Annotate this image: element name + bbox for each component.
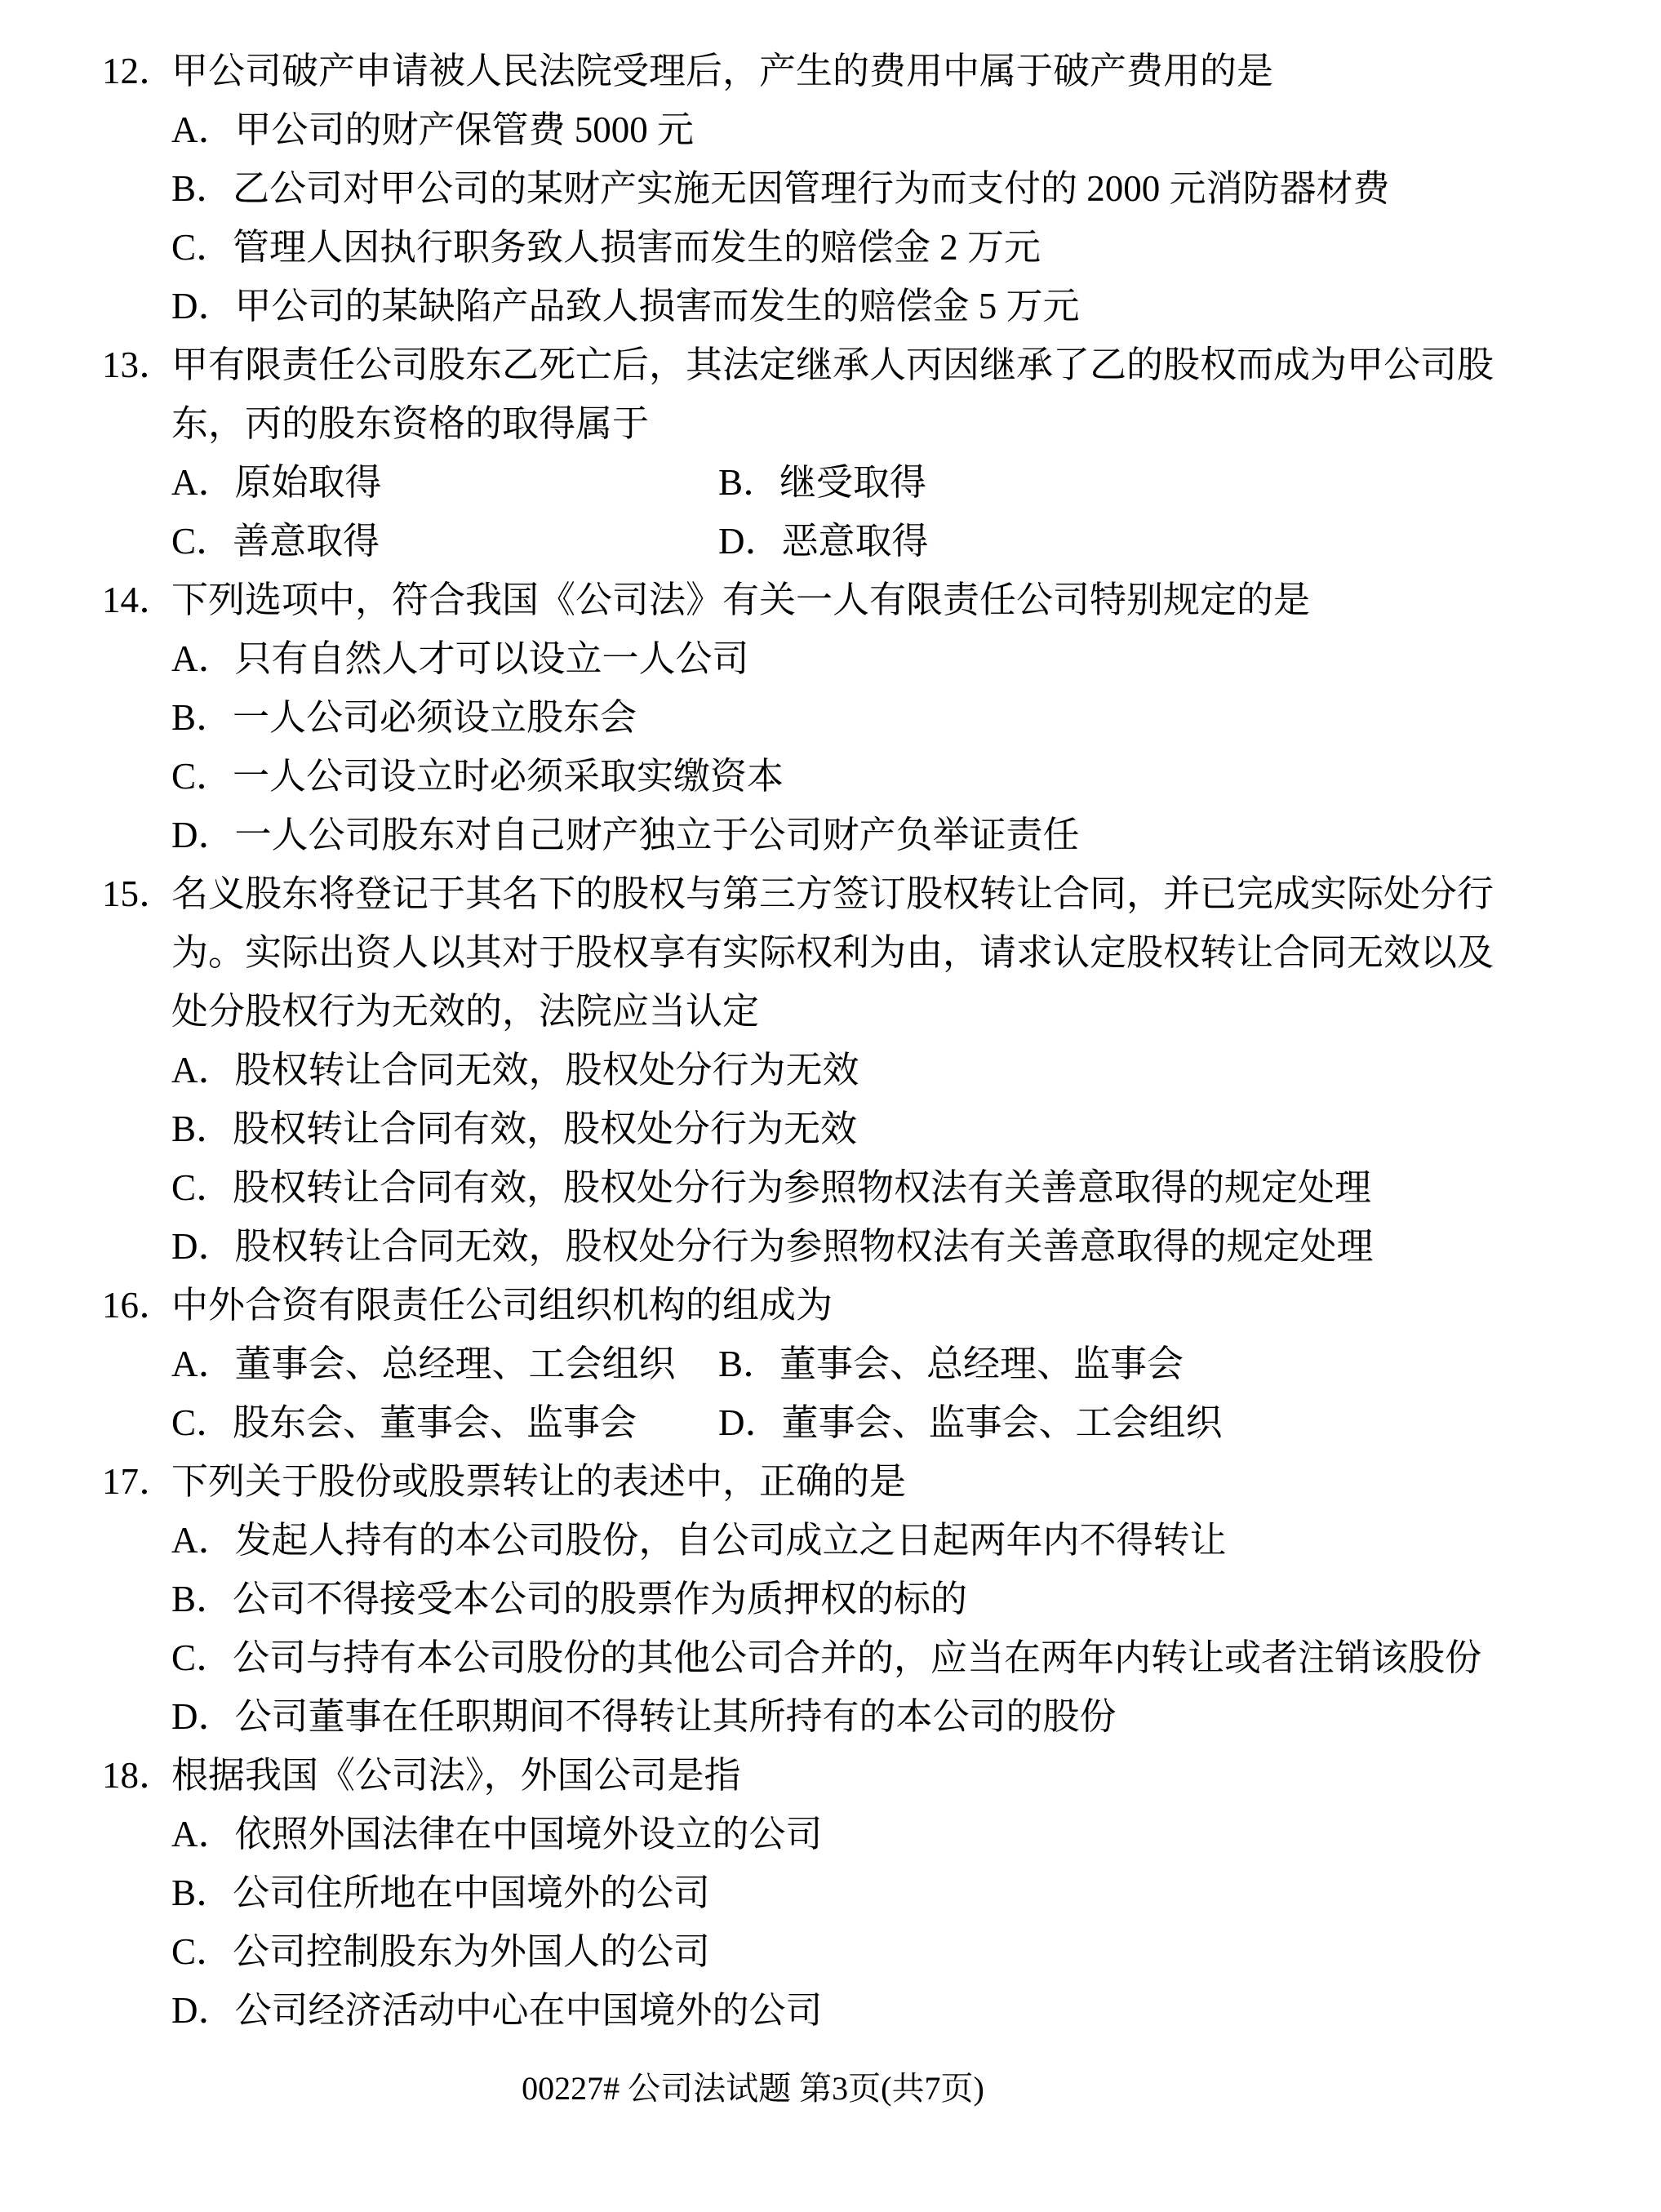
option-cell bbox=[718, 1402, 1223, 1443]
question-number: 13． bbox=[102, 344, 176, 385]
option-label: B． bbox=[171, 1579, 233, 1619]
question-17-option-b bbox=[0, 1570, 1661, 1628]
option-text: 公司董事在任职期间不得转让其所持有的本公司的股份 bbox=[234, 1696, 1117, 1737]
question-stem-text: 东，丙的股东资格的取得属于 bbox=[171, 403, 650, 444]
option-label: A． bbox=[171, 638, 235, 679]
question-stem-text: 下列选项中，符合我国《公司法》有关一人有限责任公司特别规定的是 bbox=[171, 580, 1311, 620]
option-label: C． bbox=[171, 1402, 233, 1443]
option-label: C． bbox=[171, 1637, 233, 1678]
question-12-option-c bbox=[0, 218, 1661, 277]
option-label: B． bbox=[718, 462, 780, 503]
question-16-options-row-2 bbox=[0, 1393, 1661, 1452]
option-label: D． bbox=[171, 1990, 235, 2031]
question-12-option-b bbox=[0, 159, 1661, 218]
question-12-option-a bbox=[0, 100, 1661, 159]
option-label: B． bbox=[171, 1108, 233, 1149]
option-cell bbox=[718, 521, 929, 562]
option-label: D． bbox=[718, 1402, 782, 1443]
question-15-option-c bbox=[0, 1158, 1661, 1217]
question-12-stem bbox=[0, 42, 1661, 100]
question-stem-text: 中外合资有限责任公司组织机构的组成为 bbox=[171, 1285, 833, 1326]
option-label: B． bbox=[171, 697, 233, 738]
option-text: 股东会、董事会、监事会 bbox=[233, 1402, 637, 1443]
option-text: 继受取得 bbox=[779, 462, 927, 503]
question-14-option-d bbox=[0, 806, 1661, 864]
question-16-stem bbox=[0, 1276, 1661, 1335]
question-13-options-row-2 bbox=[0, 512, 1661, 571]
question-14-option-a bbox=[0, 629, 1661, 688]
question-18-option-a bbox=[0, 1805, 1661, 1863]
option-label: C． bbox=[171, 1931, 233, 1972]
option-text: 管理人因执行职务致人损害而发生的赔偿金 2 万元 bbox=[233, 227, 1041, 268]
option-label: B． bbox=[171, 1872, 233, 1913]
question-15-stem bbox=[0, 864, 1661, 923]
option-text: 公司与持有本公司股份的其他公司合并的，应当在两年内转让或者注销该股份 bbox=[233, 1637, 1482, 1678]
question-number: 15． bbox=[102, 873, 176, 914]
option-text: 善意取得 bbox=[233, 521, 380, 562]
question-stem-text: 为。实际出资人以其对于股权享有实际权利为由，请求认定股权转让合同无效以及 bbox=[171, 932, 1494, 973]
question-stem-text: 名义股东将登记于其名下的股权与第三方签订股权转让合同，并已完成实际处分行 bbox=[171, 873, 1494, 914]
option-cell bbox=[171, 1335, 718, 1393]
question-18-stem bbox=[0, 1746, 1661, 1805]
question-15-stem-line-3 bbox=[0, 982, 1661, 1041]
option-text: 公司控制股东为外国人的公司 bbox=[233, 1931, 711, 1972]
option-text: 发起人持有的本公司股份，自公司成立之日起两年内不得转让 bbox=[234, 1520, 1227, 1561]
option-label: C． bbox=[171, 756, 233, 797]
question-13-stem-line-2 bbox=[0, 394, 1661, 453]
option-text: 依照外国法律在中国境外设立的公司 bbox=[234, 1814, 823, 1854]
option-text: 董事会、总经理、工会组织 bbox=[234, 1344, 676, 1384]
question-number: 17． bbox=[102, 1461, 176, 1502]
option-text: 一人公司设立时必须采取实缴资本 bbox=[233, 756, 784, 797]
option-text: 股权转让合同有效，股权处分行为参照物权法有关善意取得的规定处理 bbox=[233, 1167, 1372, 1208]
question-number: 18． bbox=[102, 1755, 176, 1796]
question-14-option-b bbox=[0, 688, 1661, 747]
option-label: A． bbox=[171, 1344, 235, 1384]
question-16-options-row-1 bbox=[0, 1335, 1661, 1393]
question-stem-text: 处分股权行为无效的，法院应当认定 bbox=[171, 991, 760, 1032]
question-15-option-d bbox=[0, 1217, 1661, 1276]
option-label: B． bbox=[171, 168, 233, 209]
option-label: D． bbox=[171, 286, 235, 326]
question-12-option-d bbox=[0, 277, 1661, 335]
option-text: 一人公司必须设立股东会 bbox=[233, 697, 637, 738]
option-label: D． bbox=[171, 1696, 235, 1737]
question-17-option-c bbox=[0, 1628, 1661, 1687]
question-13-options-row-1 bbox=[0, 453, 1661, 512]
option-text: 原始取得 bbox=[234, 462, 382, 503]
question-18-option-c bbox=[0, 1922, 1661, 1981]
question-15-stem-line-2 bbox=[0, 923, 1661, 982]
question-number: 16． bbox=[102, 1285, 176, 1326]
option-label: A． bbox=[171, 1814, 235, 1854]
option-label: A． bbox=[171, 1050, 235, 1090]
option-label: D． bbox=[171, 815, 235, 855]
option-text: 只有自然人才可以设立一人公司 bbox=[234, 638, 749, 679]
question-17-option-d bbox=[0, 1687, 1661, 1746]
option-cell bbox=[171, 512, 718, 571]
option-text: 股权转让合同无效，股权处分行为无效 bbox=[234, 1050, 859, 1090]
question-14-option-c bbox=[0, 747, 1661, 806]
option-label: D． bbox=[718, 521, 782, 562]
question-stem-text: 根据我国《公司法》，外国公司是指 bbox=[171, 1755, 741, 1796]
option-cell bbox=[718, 1344, 1184, 1384]
option-text: 公司住所地在中国境外的公司 bbox=[233, 1872, 711, 1913]
option-text: 公司经济活动中心在中国境外的公司 bbox=[234, 1990, 823, 2031]
option-label: A． bbox=[171, 462, 235, 503]
page-footer: 00227# 公司法试题 第3页(共7页) bbox=[522, 2070, 984, 2107]
question-number: 14． bbox=[102, 580, 176, 620]
option-label: C． bbox=[171, 227, 233, 268]
option-label: B． bbox=[718, 1344, 780, 1384]
question-15-option-a bbox=[0, 1041, 1661, 1099]
option-label: C． bbox=[171, 521, 233, 562]
option-label: A． bbox=[171, 109, 235, 150]
option-text: 一人公司股东对自己财产独立于公司财产负举证责任 bbox=[234, 815, 1080, 855]
option-label: A． bbox=[171, 1520, 235, 1561]
option-text: 甲公司的财产保管费 5000 元 bbox=[234, 109, 695, 150]
question-13-stem bbox=[0, 335, 1661, 394]
question-14-stem bbox=[0, 571, 1661, 629]
option-text: 董事会、监事会、工会组织 bbox=[781, 1402, 1223, 1443]
option-cell bbox=[171, 1393, 718, 1452]
option-text: 公司不得接受本公司的股票作为质押权的标的 bbox=[233, 1579, 968, 1619]
question-18-option-d bbox=[0, 1981, 1661, 2040]
question-17-option-a bbox=[0, 1511, 1661, 1570]
option-text: 恶意取得 bbox=[781, 521, 929, 562]
option-text: 乙公司对甲公司的某财产实施无因管理行为而支付的 2000 元消防器材费 bbox=[233, 168, 1390, 209]
option-text: 甲公司的某缺陷产品致人损害而发生的赔偿金 5 万元 bbox=[234, 286, 1080, 326]
question-17-stem bbox=[0, 1452, 1661, 1511]
question-stem-text: 甲公司破产申请被人民法院受理后，产生的费用中属于破产费用的是 bbox=[171, 51, 1274, 91]
option-text: 股权转让合同有效，股权处分行为无效 bbox=[233, 1108, 858, 1149]
option-label: D． bbox=[171, 1226, 235, 1267]
question-18-option-b bbox=[0, 1863, 1661, 1922]
question-stem-text: 甲有限责任公司股东乙死亡后，其法定继承人丙因继承了乙的股权而成为甲公司股 bbox=[171, 344, 1494, 385]
question-number: 12． bbox=[102, 51, 176, 91]
option-text: 董事会、总经理、监事会 bbox=[779, 1344, 1184, 1384]
option-cell bbox=[171, 453, 718, 512]
option-text: 股权转让合同无效，股权处分行为参照物权法有关善意取得的规定处理 bbox=[234, 1226, 1374, 1267]
option-cell bbox=[718, 462, 926, 503]
option-label: C． bbox=[171, 1167, 233, 1208]
question-stem-text: 下列关于股份或股票转让的表述中，正确的是 bbox=[171, 1461, 907, 1502]
question-15-option-b bbox=[0, 1099, 1661, 1158]
